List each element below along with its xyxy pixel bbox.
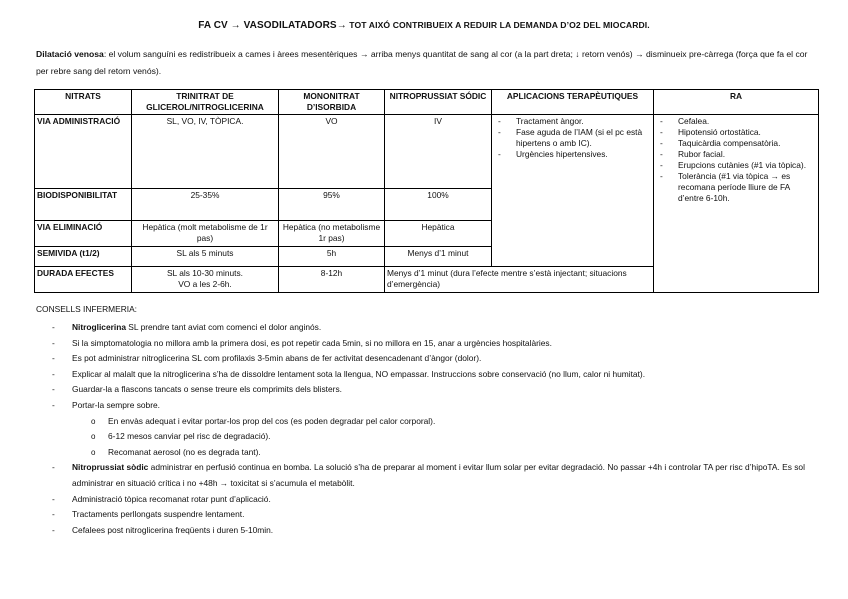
cell-elim-nitroprussiat: Hepàtica (385, 221, 492, 247)
list-item: - Taquicàrdia compensatòria. (678, 138, 816, 149)
list-item: - Hipotensió ortostàtica. (678, 127, 816, 138)
cell-ra (654, 115, 819, 293)
cell-elim-trinitrat: Hepàtica (molt metabolisme de 1r pas) (132, 221, 279, 247)
header-trinitrat: TRINITRAT DE GLICEROL/NITROGLICERINA (132, 90, 279, 115)
title-rest: TOT AIXÓ CONTRIBUEIX A REDUIR LA DEMANDA D’O2 DEL MIOCARDI. (346, 20, 650, 30)
cell-aplicacions (492, 115, 654, 267)
list-item: - Cefalees post nitroglicerina freqüents i duren 5-10min. (36, 523, 816, 539)
intro-text: : el volum sanguíni es redistribueix a cames i àrees mesentèriques → arriba menys quantitat de sang al cor (a la part dreta; ↓ retorn venós) → disminueix pre-càrrega (força que fa el cor per rebre sang del retorn venós). (36, 49, 808, 76)
header-ra: RA (654, 90, 819, 115)
cell-bio-trinitrat: 25-35% (132, 189, 279, 221)
nitrats-table (34, 89, 819, 293)
ra-list (656, 116, 816, 204)
list-item: - Si la simptomatologia no millora amb la primera dosi, es pot repetir cada 5min, si no millora en 15, anar a urgències hospitalàries. (36, 336, 816, 352)
cell-via-trinitrat: SL, VO, IV, TÒPICA. (132, 115, 279, 189)
list-item (36, 460, 816, 491)
cell-semivida-nitroprussiat: Menys d’1 minut (385, 247, 492, 267)
durada-trinitrat-line: VO a les 2-6h. (178, 279, 232, 289)
cell-elim-mononitrat: Hepàtica (no metabolisme 1r pas) (279, 221, 385, 247)
list-item: - Guardar-la a flascons tancats o sense treure els comprimits dels blisters. (36, 382, 816, 398)
advice-text: SL prendre tant aviat com comenci el dolor anginós. (125, 322, 322, 332)
aplicacions-list (494, 116, 651, 160)
header-mononitrat: MONONITRAT D’ISORBIDA (279, 90, 385, 115)
sub-list-item: o 6-12 mesos canviar pel risc de degradació). (36, 429, 816, 445)
intro-paragraph (36, 46, 816, 80)
advice-bold: Nitroglicerina (72, 322, 126, 332)
cell-bio-nitroprussiat: 100% (385, 189, 492, 221)
consells-title: CONSELLS INFERMERIA: (36, 304, 137, 314)
list-item: - Cefalea. (678, 116, 816, 127)
list-item: - Urgències hipertensives. (516, 149, 651, 160)
cell-durada-mononitrat: 8-12h (279, 267, 385, 293)
list-item: - Tractament àngor. (516, 116, 651, 127)
sub-list-item: o En envàs adequat i evitar portar-los prop del cos (es poden degradar pel calor corporal). (36, 414, 816, 430)
cell-via-mononitrat: VO (279, 115, 385, 189)
cell-durada-trinitrat (132, 267, 279, 293)
row-label-elim: VIA ELIMINACIÓ (35, 221, 132, 247)
list-item: - Administració tòpica recomanat rotar punt d’aplicació. (36, 492, 816, 508)
cell-semivida-trinitrat: SL als 5 minuts (132, 247, 279, 267)
advice-bold: Nitroprussiat sòdic (72, 462, 149, 473)
header-nitroprussiat: NITROPRUSSIAT SÓDIC (385, 90, 492, 115)
list-item: - Es pot administrar nitroglicerina SL com profilaxis 3-5min abans de fer activitat desencadenant d’àngor (dolor). (36, 351, 816, 367)
list-item: - Tractaments perllongats suspendre lentament. (36, 507, 816, 523)
cell-semivida-mononitrat: 5h (279, 247, 385, 267)
list-item: - Fase aguda de l’IAM (si el pc està hipertens o amb IC). (516, 127, 651, 149)
list-item: - Portar-la sempre sobre. (36, 398, 816, 414)
list-item: - Explicar al malalt que la nitroglicerina s’ha de dissoldre lentament sota la llengua, NO empassar. Instruccions sobre conservació (no llum, calor ni humitat). (36, 367, 816, 383)
page-title (0, 20, 848, 31)
cell-durada-nitroprussiat: Menys d’1 minut (dura l’efecte mentre s’està injectant; situacions d’emergència) (385, 267, 654, 293)
durada-trinitrat-line: SL als 10-30 minuts. (166, 268, 244, 278)
sub-list-item: o Recomanat aerosol (no es degrada tant). (36, 445, 816, 461)
row-label-via: VIA ADMINISTRACIÓ (35, 115, 132, 189)
table-row (35, 115, 819, 189)
cell-bio-mononitrat: 95% (279, 189, 385, 221)
intro-term: Dilatació venosa (36, 49, 104, 59)
row-label-bio: BIODISPONIBILITAT (35, 189, 132, 221)
advice-text: administrar en perfusió continua en bomba. La solució s’ha de preparar al moment i evitar llum solar per evitar degradació. No passar +4h i controlar TA per risc d’hipoTA. Es sol administrar en situació crítica i no +48h → toxicitat si s’acumula el metabòlit. (72, 462, 805, 488)
list-item (36, 320, 816, 336)
consells-list (36, 320, 816, 538)
row-label-semivida: SEMIVIDA (t1/2) (35, 247, 132, 267)
header-aplicacions: APLICACIONS TERAPÈUTIQUES (492, 90, 654, 115)
cell-via-nitroprussiat: IV (385, 115, 492, 189)
list-item: - Erupcions cutànies (#1 via tòpica). (678, 160, 816, 171)
header-nitrats: NITRATS (35, 90, 132, 115)
list-item: - Tolerància (#1 via tòpica → es recomana període lliure de FA d’entre 6-10h. (678, 171, 816, 204)
title-main: FA CV → VASODILATADORS→ (198, 20, 347, 31)
row-label-durada: DURADA EFECTES (35, 267, 132, 293)
table-header-row (35, 90, 819, 115)
list-item: - Rubor facial. (678, 149, 816, 160)
